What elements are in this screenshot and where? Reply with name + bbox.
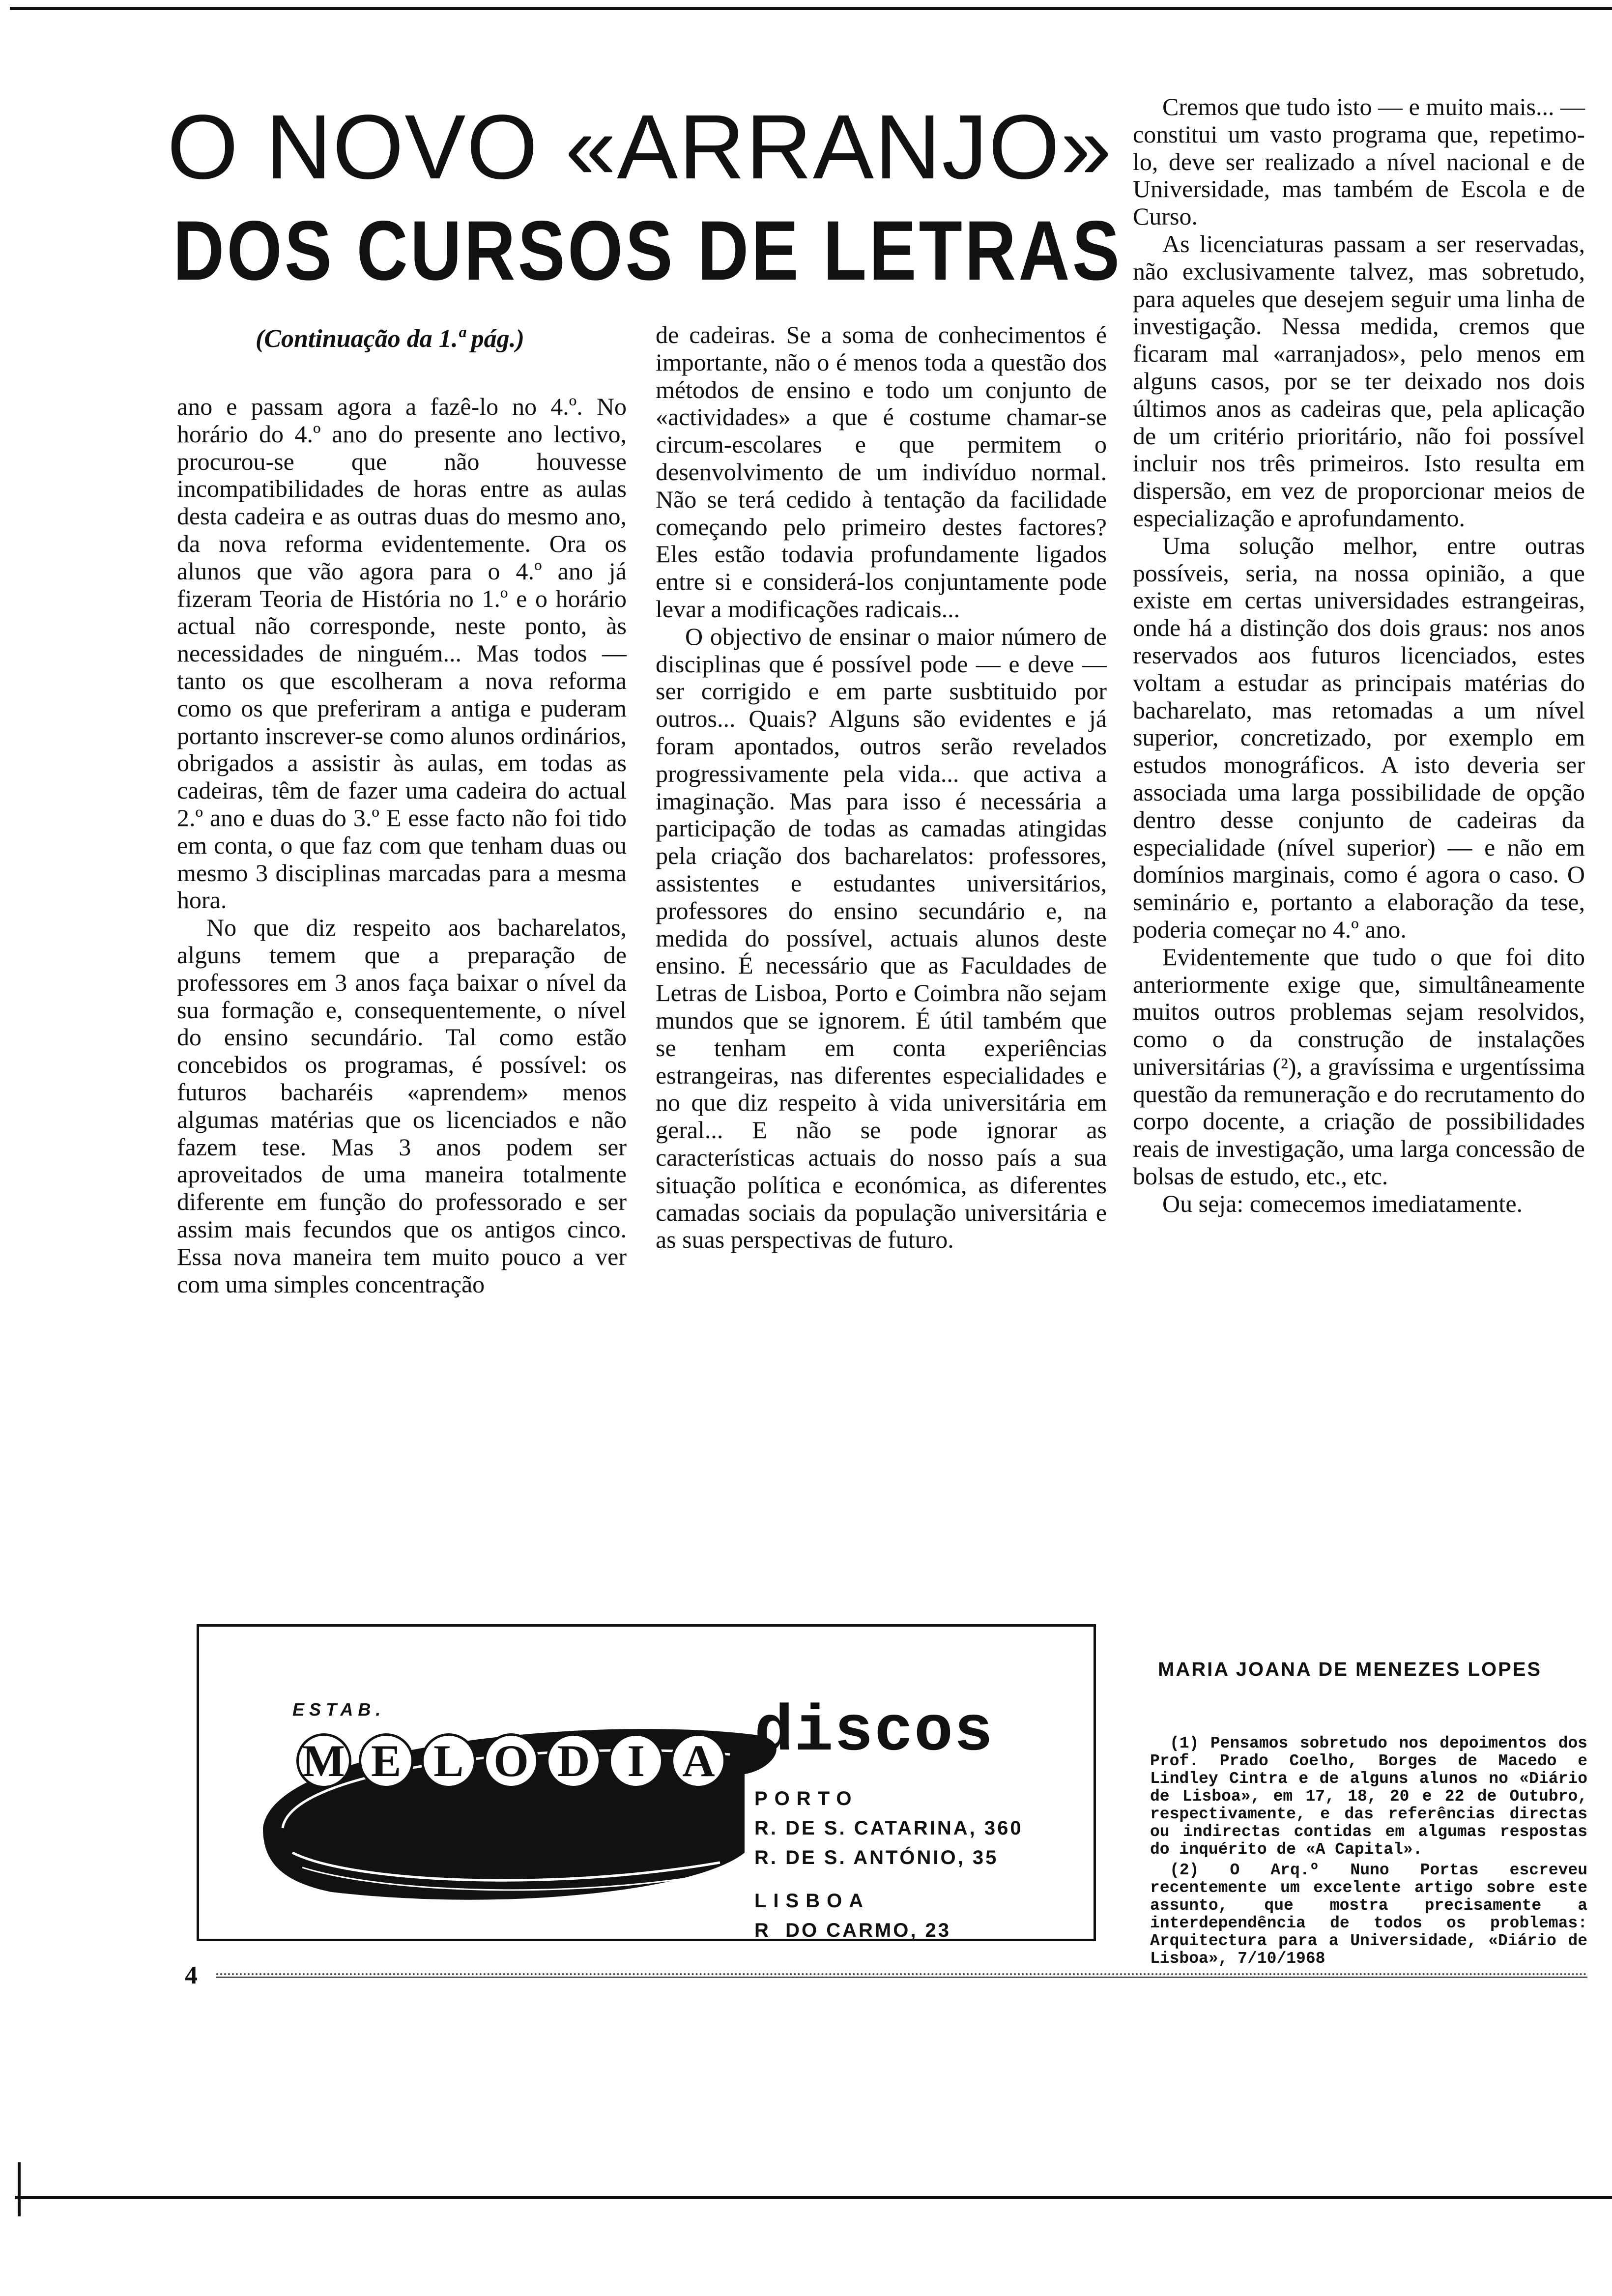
footnotes [1150,1735,1587,1971]
footer-rule [216,1973,1587,1975]
ad-discos-word: discos [754,1695,994,1769]
logo-letter: L [421,1733,476,1788]
paragraph: de cadeiras. Se a soma de conhecimentos é importante, não o é menos toda a questão dos métodos de ensino e todo um conjunto de «actividades» a que é costume chamar-se circum-escolares e que permitem o desenvolvimento de um indivíduo normal. Não se terá cedido à tentação da facilidade começando pelo primeiro destes factores? Eles estão todavia profundamente ligados entre si e considerá-los conjuntamente pode levar a modificações radicais... [656,321,1107,623]
continuation-note: (Continuação da 1.ª pág.) [256,325,524,353]
article-column-3 [1133,93,1585,1218]
paragraph: ano e passam agora a fazê-lo no 4.º. No horário do 4.º ano do presente ano lectivo, procurou-se que não houvesse incompatibilidades de horas entre as aulas desta cadeira e as outras duas do mesmo ano, da nova reforma evidentemente. Ora os alunos que vão agora para o 4.º ano já fizeram Teoria de História no 1.º e o horário actual não corresponde, neste ponto, às necessidades de ninguém... Mas todos — tanto os que escolheram a nova reforma como os que preferiram a antiga e puderam portanto inscrever-se como alunos ordinários, obrigados a assistir às aulas, em todas as cadeiras, têm de fazer uma cadeira do actual 2.º ano e duas do 3.º E esse facto não foi tido em conta, o que faz com que tenham duas ou mesmo 3 disciplinas marcadas para a mesma hora. [177,393,627,914]
paragraph: No que diz respeito aos bacharelatos, alguns temem que a preparação de professores em 3 anos faça baixar o nível da sua formação e, consequentemente, o nível do ensino secundário. Tal como estão concebidos os programas, é possível: os futuros bacharéis «aprendem» menos algumas matérias que os licenciados e não fazem tese. Mas 3 anos podem ser aproveitados de uma maneira totalmente diferente em função do professorado e ser assim mais fecundos que os antigos cinco. Essa nova maneira tem muito pouco a ver com uma simples concentração [177,914,627,1298]
article-column-2 [656,321,1107,1254]
ad-addresses [754,1784,1023,1945]
headline-line-2: DOS CURSOS DE LETRAS [173,203,1123,298]
page-number: 4 [185,1961,198,1989]
headline-line-1: O NOVO «ARRANJO» [167,96,1113,198]
left-edge-mark [18,2162,21,2216]
logo-letter: I [608,1733,663,1788]
paragraph: Uma solução melhor, entre outras possíveis, seria, na nossa opinião, a que existe em certas universidades estrangeiras, onde há a distinção dos dois graus: nos anos reservados aos futuros licenciados, estes voltam a estudar as principais matérias do bacharelato, mas retomadas a um nível superior, concretizado, por exemplo em estudos monográficos. A isto deveria ser associada uma larga possibilidade de opção dentro desse conjunto de cadeiras da especialidade (nível superior) — e não em domínios marginais, como é agora o caso. O seminário e, portanto a elaboração da tese, poderia começar no 4.º ano. [1133,531,1585,943]
ad-city-porto: PORTO [754,1788,859,1809]
paragraph: Cremos que tudo isto — e muito mais... — constitui um vasto programa que, repetimo-lo, deve ser realizado a nível nacional e de Universidade, mas também de Escola e de Curso. [1133,93,1585,230]
footer-rule [216,1977,1587,1978]
footnote: (2) O Arq.º Nuno Portas escreveu recentemente um excelente artigo sobre este assunto, que mostra precisamente a interdependência de todos os problemas: Arquitectura para a Universidade, «Diário de Lisboa», 7/10/1968 [1150,1861,1587,1968]
melodia-advertisement [197,1624,1096,1941]
ad-address: R DO CARMO, 23 [754,1920,951,1941]
ad-estab-label: ESTAB. [292,1699,386,1720]
paragraph: Ou seja: comecemos imediatamente. [1162,1189,1523,1217]
logo-letter: E [359,1733,414,1788]
paragraph: O objectivo de ensinar o maior número de disciplinas que é possível pode — e deve — ser corrigido e em parte susbtituido por outros... Quais? Alguns são evidentes e já foram apontados, outros serão revelados progressivamente pela vida... que activa a imaginação. Mas para isso é necessária a participação de todas as camadas atingidas pela criação dos bacharelatos: professores, assistentes e estudantes universitários, professores do ensino secundário e, na medida do possível, actuais alunos deste ensino. É necessário que as Faculdades de Letras de Lisboa, Porto e Coimbra não sejam mundos que se ignorem. É útil também que se tenham em conta experiências estrangeiras, nas diferentes especialidades e no que diz respeito à vida universitária em geral... E não se pode ignorar as características actuais do nosso país a sua situação política e económica, as diferentes camadas sociais da população universitária e as suas perspectivas de futuro. [656,622,1107,1254]
author-byline: MARIA JOANA DE MENEZES LOPES [1158,1659,1542,1680]
ad-address: R. DE S. CATARINA, 360 [754,1817,1023,1839]
logo-letter: M [296,1733,351,1788]
article-column-1 [177,393,627,1298]
bottom-border-line [15,2196,1612,2199]
footnote: (1) Pensamos sobretudo nos depoimentos dos Prof. Prado Coelho, Borges de Macedo e Lindley Cintra e de alguns alunos no «Diário de Lisboa», em 17, 18, 20 e 22 de Outubro, respectivamente, e das referências directas ou indirectas contidas em algumas respostas do inquérito de «A Capital». [1150,1734,1587,1859]
logo-letter: A [671,1733,726,1788]
melodia-logo [292,1731,730,1790]
ad-city-lisboa: LISBOA [754,1890,870,1912]
logo-letter: D [546,1733,601,1788]
top-border-line [10,7,1612,10]
ad-address: R. DE S. ANTÓNIO, 35 [754,1847,999,1868]
logo-letter: O [484,1733,539,1788]
paragraph: Evidentemente que tudo o que foi dito anteriormente exige que, simultâneamente muitos outros problemas sejam resolvidos, como o da construção de instalações universitárias (²), a gravíssima e urgentíssima questão da remuneração e do recrutamento do corpo docente, a criação de possibilidades reais de investigação, uma larga concessão de bolsas de estudo, etc., etc. [1133,943,1585,1190]
paragraph: As licenciaturas passam a ser reservadas, não exclusivamente talvez, mas sobretudo, para aqueles que desejem seguir uma linha de investigação. Nessa medida, cremos que ficaram mal «arranjados», pelo menos em alguns casos, por se ter deixado nos dois últimos anos as cadeiras que, pela aplicação de um critério prioritário, não foi possível incluir nos três primeiros. Isto resulta em dispersão, em vez de proporcionar meios de especialização e aprofundamento. [1133,230,1585,532]
